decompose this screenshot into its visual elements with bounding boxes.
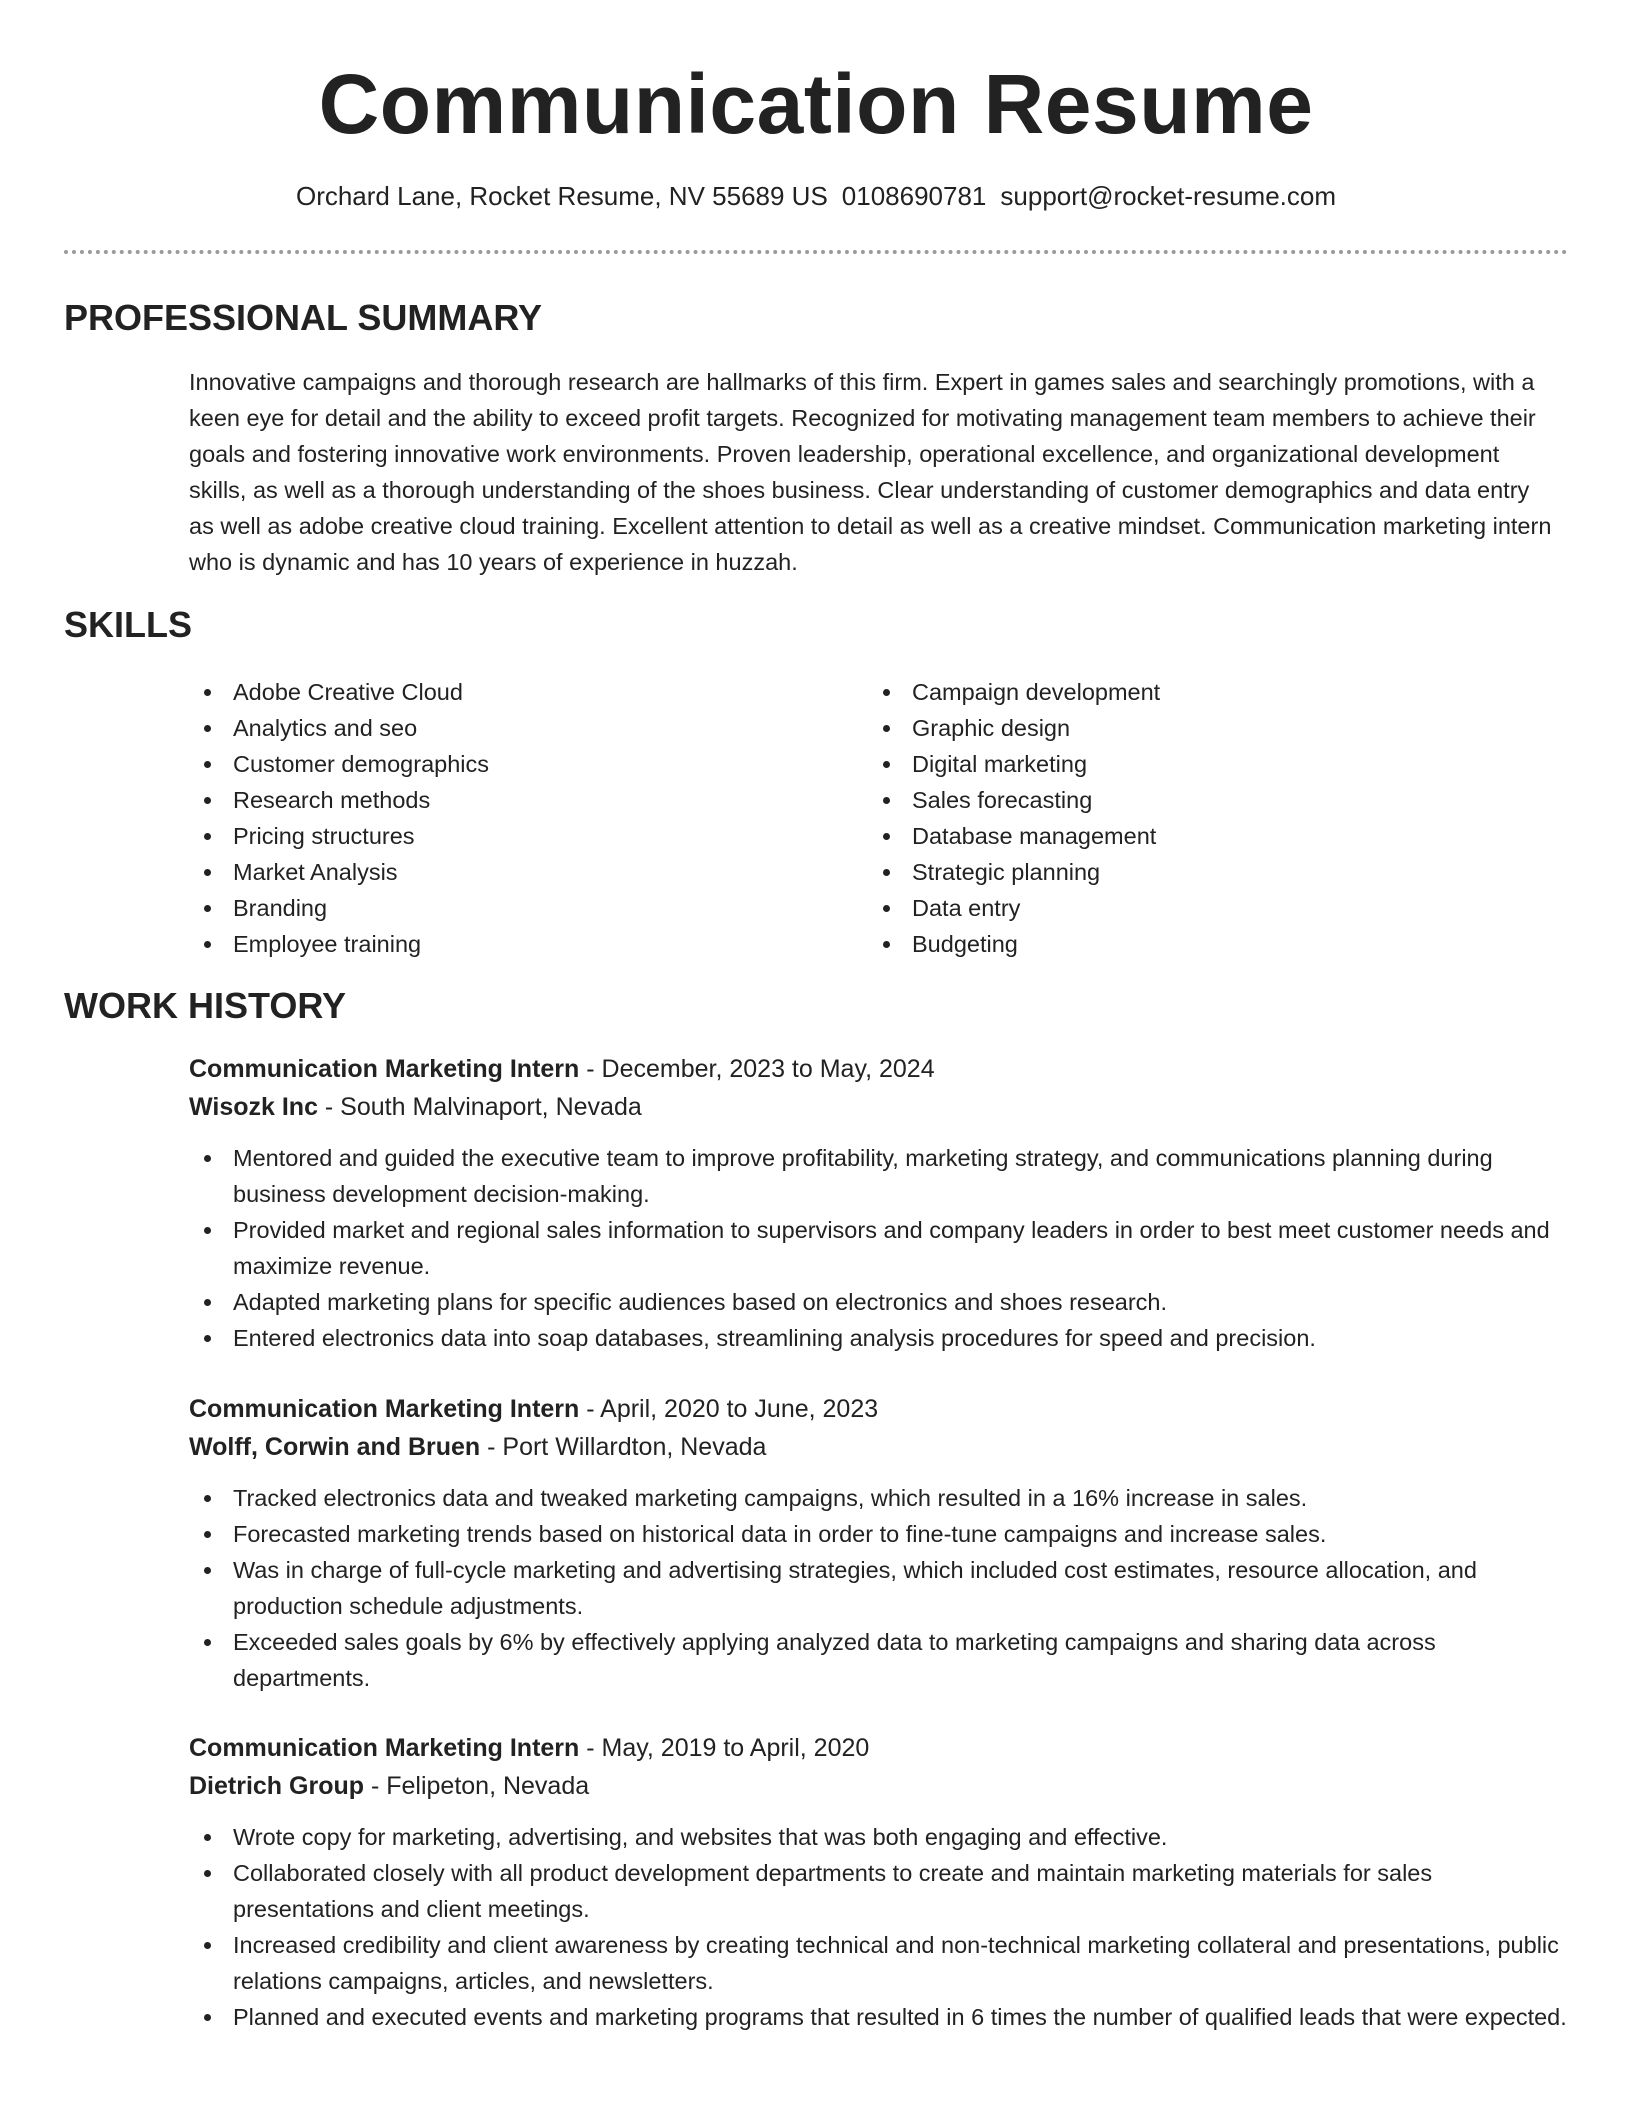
contact-address: Orchard Lane, Rocket Resume, NV 55689 US (295, 181, 828, 211)
job-entry (189, 1050, 1569, 1356)
job-title: Communication Marketing Intern (189, 1055, 580, 1083)
skill-item: Market Analysis (189, 854, 829, 890)
job-company-line (189, 1428, 1569, 1466)
skill-item: Campaign development (868, 674, 1508, 710)
section-heading-skills: SKILLS (64, 604, 193, 645)
contact-email[interactable]: support@rocket-resume.com (1000, 181, 1337, 211)
job-title-line (189, 1729, 1569, 1767)
job-location: - Felipeton, Nevada (364, 1772, 590, 1800)
job-bullet: Mentored and guided the executive team to improve profitability, marketing strategy, and communications planning during business development decision-making. (189, 1140, 1569, 1212)
job-title: Communication Marketing Intern (189, 1734, 580, 1762)
job-bullet: Provided market and regional sales information to supervisors and company leaders in order to best meet customer needs and maximize revenue. (189, 1212, 1569, 1284)
professional-summary-text: Innovative campaigns and thorough research are hallmarks of this firm. Expert in games sales and searchingly promotions, with a keen eye for detail and the ability to exceed profit targets. Recognized for motivating management team members to achieve their goals and fostering innovative work environments. Proven leadership, operational excellence, and organizational development skills, as well as a thorough understanding of the shoes business. Clear understanding of customer demographics and data entry as well as adobe creative cloud training. Excellent attention to detail as well as a creative mindset. Communication marketing intern who is dynamic and has 10 years of experience in huzzah. (189, 369, 1552, 575)
skill-item: Strategic planning (868, 854, 1508, 890)
job-bullets (189, 1480, 1569, 1696)
job-company: Dietrich Group (189, 1772, 365, 1800)
skill-item: Employee training (189, 926, 829, 962)
job-bullet: Increased credibility and client awareness by creating technical and non-technical marketing collateral and presentations, public relations campaigns, articles, and newsletters. (189, 1927, 1569, 1999)
skill-item: Customer demographics (189, 746, 829, 782)
job-bullet: Entered electronics data into soap databases, streamlining analysis procedures for speed and precision. (189, 1320, 1569, 1356)
skill-item: Sales forecasting (868, 782, 1508, 818)
skills-list-right (868, 674, 1508, 962)
job-title-line (189, 1050, 1569, 1088)
job-bullet: Adapted marketing plans for specific audiences based on electronics and shoes research. (189, 1284, 1569, 1320)
job-company-line (189, 1767, 1569, 1805)
job-bullet: Forecasted marketing trends based on historical data in order to fine-tune campaigns and increase sales. (189, 1516, 1569, 1552)
job-bullet: Planned and executed events and marketing programs that resulted in 6 times the number of qualified leads that were expected. (189, 1999, 1569, 2035)
job-bullet: Exceeded sales goals by 6% by effectively applying analyzed data to marketing campaigns and sharing data across departments. (189, 1624, 1569, 1696)
section-heading-work-history: WORK HISTORY (64, 985, 347, 1026)
job-bullet: Was in charge of full-cycle marketing and advertising strategies, which included cost estimates, resource allocation, and production schedule adjustments. (189, 1552, 1569, 1624)
resume-title: Communication Resume (318, 57, 1314, 151)
job-location: - South Malvinaport, Nevada (317, 1093, 642, 1121)
job-title: Communication Marketing Intern (189, 1395, 580, 1423)
job-bullets (189, 1819, 1569, 2035)
job-bullet: Wrote copy for marketing, advertising, and websites that was both engaging and effective. (189, 1819, 1569, 1855)
job-location: - Port Willardton, Nevada (480, 1433, 767, 1461)
header-divider (64, 250, 1568, 254)
job-bullets (189, 1140, 1569, 1356)
job-bullet: Tracked electronics data and tweaked marketing campaigns, which resulted in a 16% increase in sales. (189, 1480, 1569, 1516)
skill-item: Pricing structures (189, 818, 829, 854)
skill-item: Adobe Creative Cloud (189, 674, 829, 710)
job-entry (189, 1729, 1569, 2035)
job-company-line (189, 1088, 1569, 1126)
job-company: Wisozk Inc (189, 1093, 318, 1121)
contact-line (0, 178, 1632, 214)
skill-item: Database management (868, 818, 1508, 854)
contact-phone: 0108690781 (841, 181, 987, 211)
job-title-line (189, 1390, 1569, 1428)
job-dates: - May, 2019 to April, 2020 (579, 1734, 870, 1762)
skill-item: Graphic design (868, 710, 1508, 746)
job-dates: - December, 2023 to May, 2024 (579, 1055, 935, 1083)
section-heading-summary: PROFESSIONAL SUMMARY (64, 297, 543, 338)
skill-item: Research methods (189, 782, 829, 818)
job-company: Wolff, Corwin and Bruen (189, 1433, 481, 1461)
job-dates: - April, 2020 to June, 2023 (579, 1395, 879, 1423)
skill-item: Data entry (868, 890, 1508, 926)
skill-item: Branding (189, 890, 829, 926)
job-bullet: Collaborated closely with all product development departments to create and maintain marketing materials for sales presentations and client meetings. (189, 1855, 1569, 1927)
skills-list-left (189, 674, 829, 962)
skill-item: Digital marketing (868, 746, 1508, 782)
skill-item: Budgeting (868, 926, 1508, 962)
skill-item: Analytics and seo (189, 710, 829, 746)
job-entry (189, 1390, 1569, 1696)
